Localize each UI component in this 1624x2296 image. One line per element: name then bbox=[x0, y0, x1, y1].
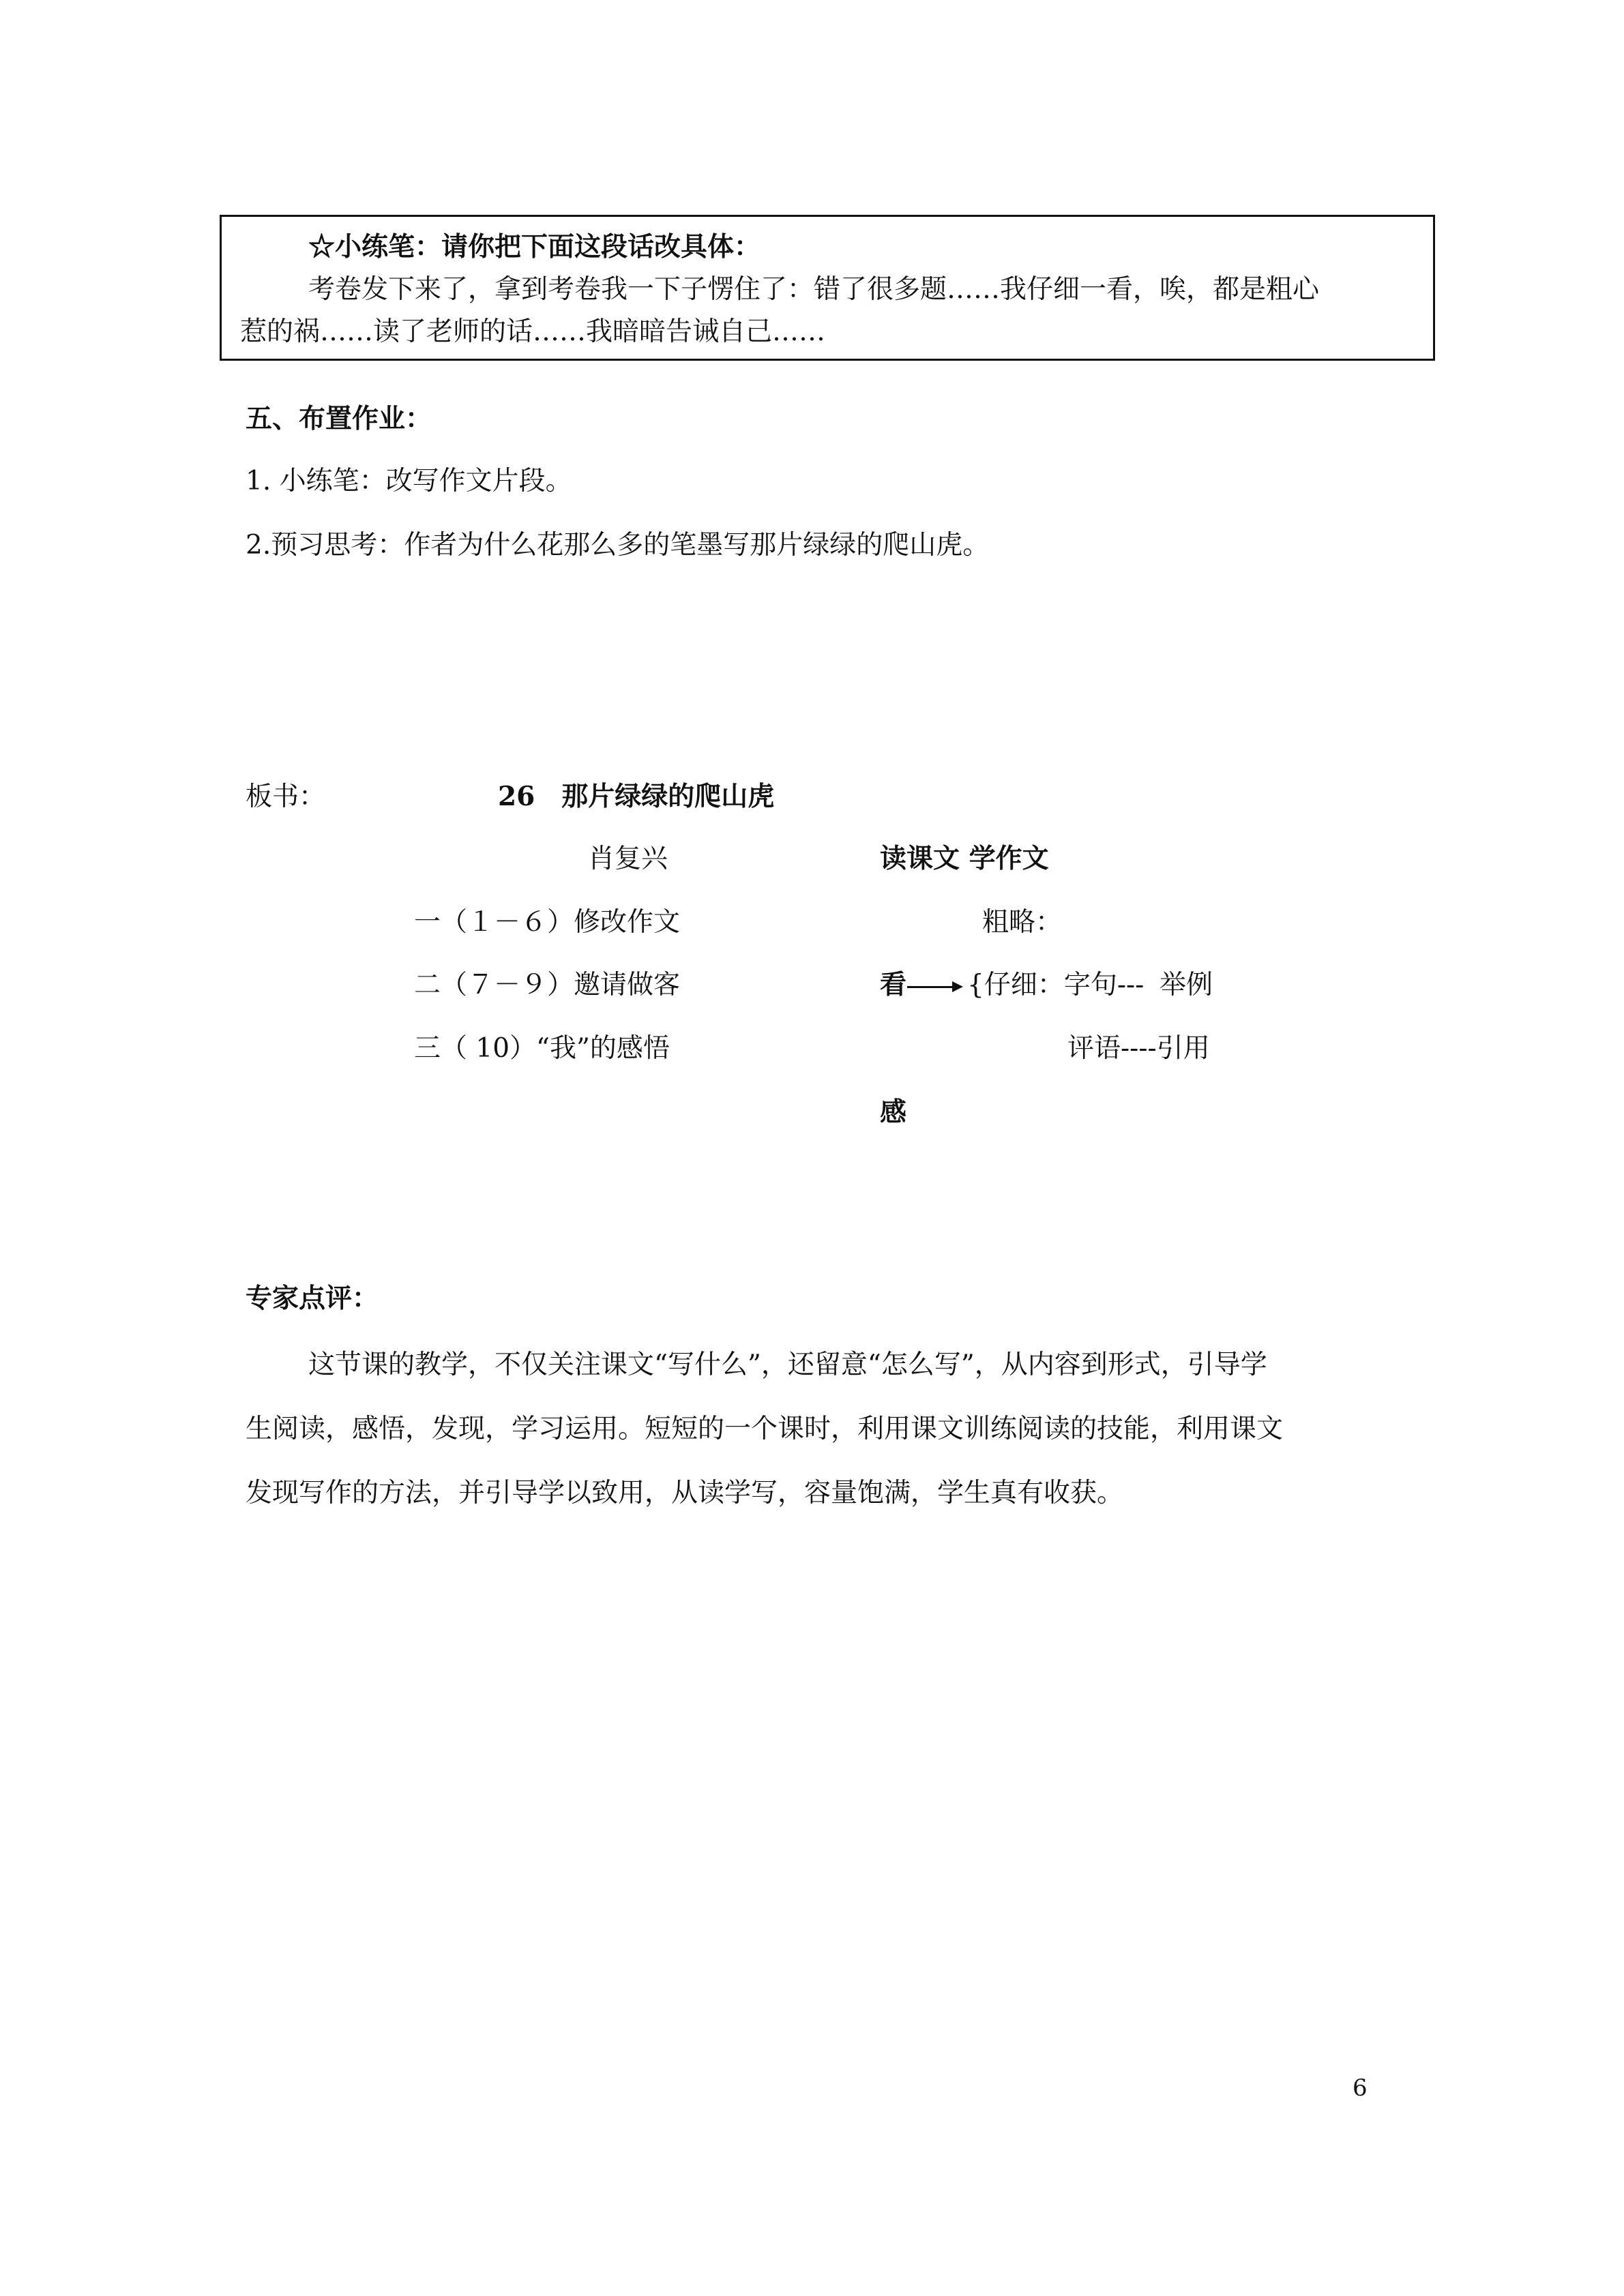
board-detail: {仔细：字句--- bbox=[967, 970, 1145, 1000]
board-comment: 评语----引用 bbox=[1067, 1033, 1210, 1064]
board-author: 肖复兴 bbox=[588, 844, 668, 874]
board-section-3: 三（ 10）“我”的感悟 bbox=[414, 1033, 670, 1064]
board-title: 26 那片绿绿的爬山虎 bbox=[498, 781, 775, 812]
expert-line-3: 发现写作的方法，并引导学以致用，从读学写，容量饱满，学生真有收获。 bbox=[246, 1478, 1124, 1508]
homework-item-1: 1. 小练笔：改写作文片段。 bbox=[246, 466, 572, 496]
board-rough: 粗略： bbox=[982, 907, 1063, 938]
expert-line-1: 这节课的教学，不仅关注课文“写什么”，还留意“怎么写”，从内容到形式，引导学 bbox=[308, 1350, 1267, 1380]
practice-line-2: 惹的祸……读了老师的话……我暗暗告诫自己…… bbox=[240, 316, 826, 347]
page-number: 6 bbox=[1353, 2074, 1368, 2102]
board-look: 看 bbox=[880, 969, 907, 1000]
board-label: 板书： bbox=[246, 781, 326, 812]
board-feel: 感 bbox=[880, 1097, 907, 1128]
arrow-line bbox=[907, 986, 955, 988]
homework-heading: 五、布置作业： bbox=[246, 403, 432, 434]
expert-line-2: 生阅读，感悟，发现，学习运用。短短的一个课时，利用课文训练阅读的技能，利用课文 bbox=[246, 1414, 1284, 1444]
expert-heading: 专家点评： bbox=[246, 1283, 379, 1314]
practice-title: ☆小练笔：请你把下面这段话改具体： bbox=[308, 231, 761, 263]
board-example: 举例 bbox=[1160, 970, 1213, 1000]
homework-item-2: 2.预习思考：作者为什么花那么多的笔墨写那片绿绿的爬山虎。 bbox=[246, 530, 990, 561]
arrow-right-icon bbox=[952, 981, 963, 992]
board-section-1: 一（１－６）修改作文 bbox=[414, 907, 681, 938]
board-section-2: 二（７－９）邀请做客 bbox=[414, 970, 681, 1000]
board-right-heading: 读课文 学作文 bbox=[880, 843, 1049, 874]
practice-line-1: 考卷发下来了，拿到考卷我一下子愣住了：错了很多题……我仔细一看，唉，都是粗心 bbox=[308, 274, 1320, 305]
